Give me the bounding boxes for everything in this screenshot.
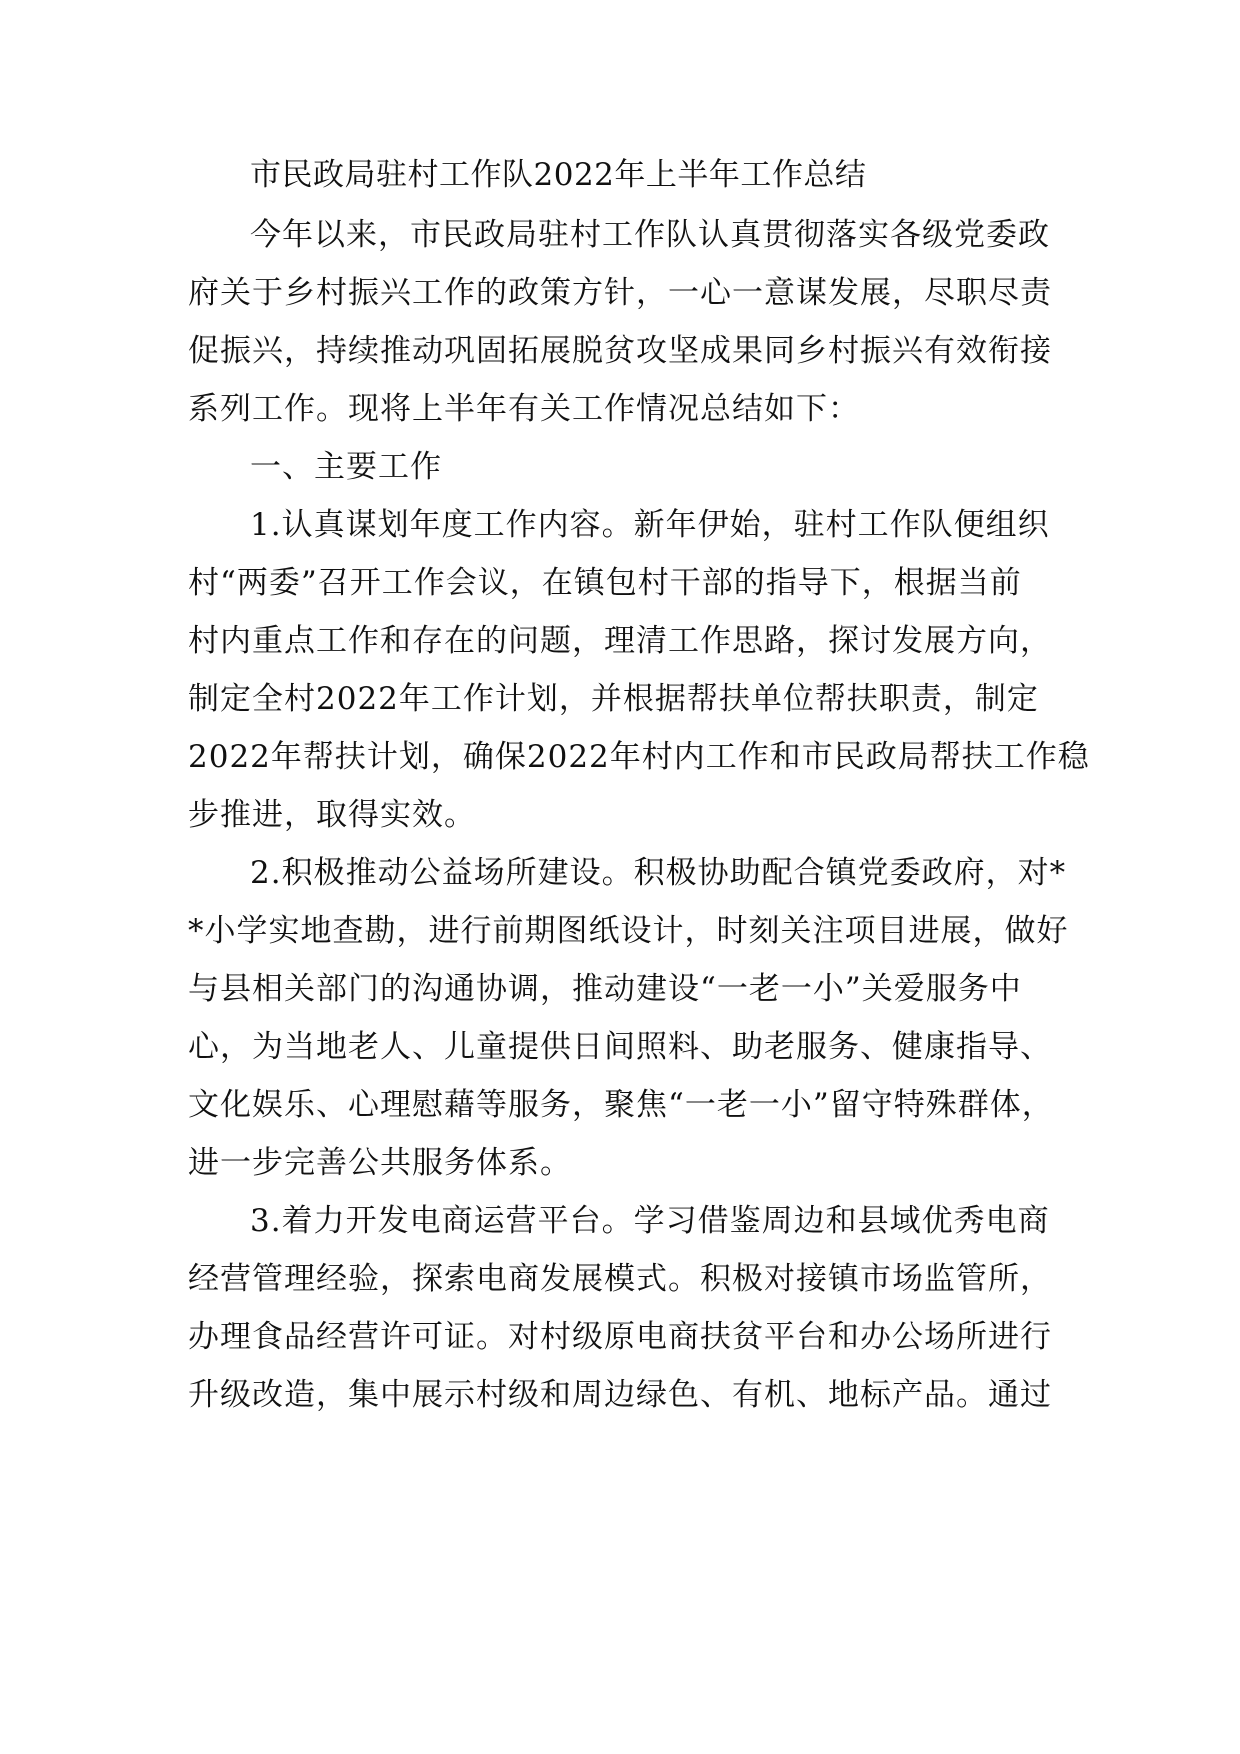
paragraph-line: 进一步完善公共服务体系。: [188, 1145, 572, 1181]
paragraph-line: 促振兴，持续推动巩固拓展脱贫攻坚成果同乡村振兴有效衔接: [188, 333, 1052, 369]
paragraph-line: 1.认真谋划年度工作内容。新年伊始，驻村工作队便组织: [250, 507, 1050, 543]
paragraph-line: 村内重点工作和存在的问题，理清工作思路，探讨发展方向，: [188, 623, 1052, 659]
paragraph-line: 府关于乡村振兴工作的政策方针，一心一意谋发展，尽职尽责: [188, 275, 1052, 311]
paragraph-line: 心，为当地老人、儿童提供日间照料、助老服务、健康指导、: [188, 1029, 1052, 1065]
section-heading: 一、主要工作: [250, 449, 442, 485]
document-title: 市民政局驻村工作队2022年上半年工作总结: [250, 157, 867, 193]
paragraph-line: 与县相关部门的沟通协调，推动建设“一老一小”关爱服务中: [188, 971, 1022, 1007]
paragraph-line: 今年以来，市民政局驻村工作队认真贯彻落实各级党委政: [250, 217, 1050, 253]
paragraph-line: 经营管理经验，探索电商发展模式。积极对接镇市场监管所，: [188, 1261, 1052, 1297]
paragraph-line: 系列工作。现将上半年有关工作情况总结如下：: [188, 391, 860, 427]
paragraph-line: 办理食品经营许可证。对村级原电商扶贫平台和办公场所进行: [188, 1319, 1052, 1355]
paragraph-line: 升级改造，集中展示村级和周边绿色、有机、地标产品。通过: [188, 1377, 1052, 1413]
paragraph-line: *小学实地查勘，进行前期图纸设计，时刻关注项目进展，做好: [188, 913, 1069, 949]
paragraph-line: 2.积极推动公益场所建设。积极协助配合镇党委政府，对*: [250, 855, 1067, 891]
paragraph-line: 步推进，取得实效。: [188, 797, 476, 833]
paragraph-line: 3.着力开发电商运营平台。学习借鉴周边和县域优秀电商: [250, 1203, 1050, 1239]
paragraph-line: 村“两委”召开工作会议，在镇包村干部的指导下，根据当前: [188, 565, 1022, 601]
paragraph-line: 2022年帮扶计划，确保2022年村内工作和市民政局帮扶工作稳: [188, 739, 1090, 775]
paragraph-line: 制定全村2022年工作计划，并根据帮扶单位帮扶职责，制定: [188, 681, 1039, 717]
paragraph-line: 文化娱乐、心理慰藉等服务，聚焦“一老一小”留守特殊群体，: [188, 1087, 1054, 1123]
